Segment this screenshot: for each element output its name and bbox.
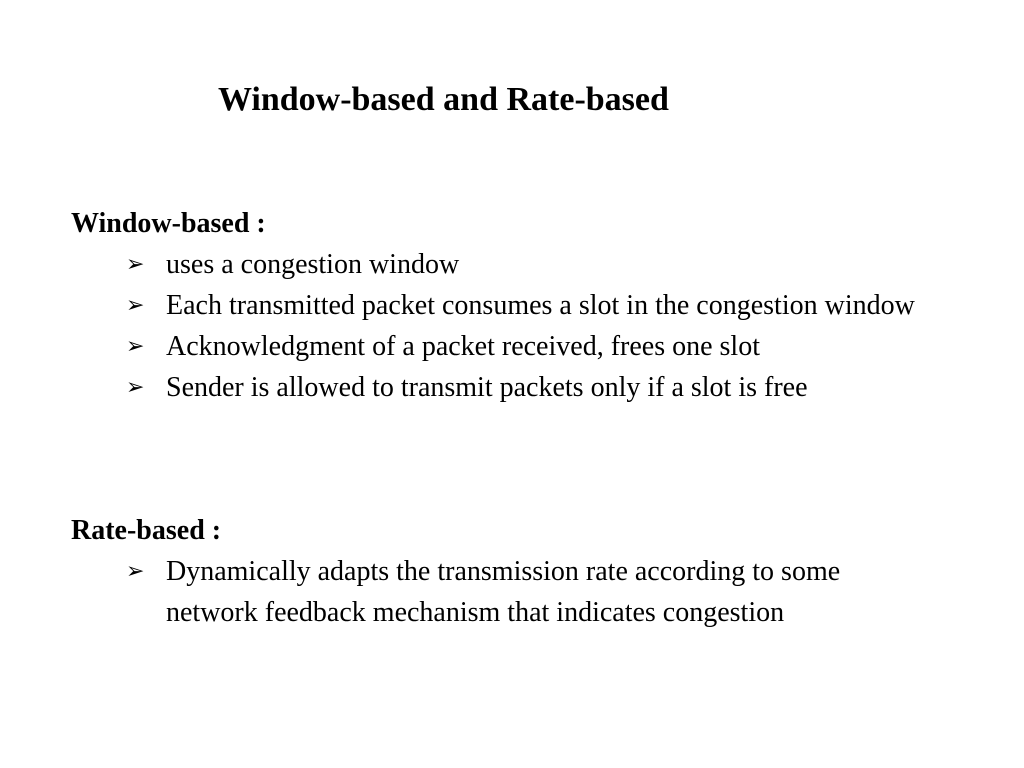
arrow-bullet-icon: ➢	[126, 559, 145, 584]
window-based-section	[71, 204, 1011, 408]
arrow-bullet-icon: ➢	[126, 375, 145, 400]
bullet-text: Sender is allowed to transmit packets only if a slot is free	[166, 372, 808, 403]
bullet-text: Acknowledgment of a packet received, frees one slot	[166, 331, 760, 362]
bullet-text: uses a congestion window	[166, 249, 460, 280]
bullet-list	[71, 244, 1011, 408]
section-heading: Window-based :	[71, 208, 266, 239]
list-item	[71, 551, 1011, 633]
slide-title: Window-based and Rate-based	[218, 81, 669, 118]
rate-based-section	[71, 511, 1011, 633]
list-item	[71, 367, 1011, 408]
list-item	[71, 244, 1011, 285]
list-item	[71, 285, 1011, 326]
bullet-list	[71, 551, 1011, 633]
bullet-text: Dynamically adapts the transmission rate according to some network feedback mechanism that indicates congestion	[166, 556, 841, 628]
bullet-text: Each transmitted packet consumes a slot in the congestion window	[166, 290, 915, 321]
section-heading: Rate-based :	[71, 515, 222, 546]
arrow-bullet-icon: ➢	[126, 252, 145, 277]
arrow-bullet-icon: ➢	[126, 293, 145, 318]
list-item	[71, 326, 1011, 367]
arrow-bullet-icon: ➢	[126, 334, 145, 359]
